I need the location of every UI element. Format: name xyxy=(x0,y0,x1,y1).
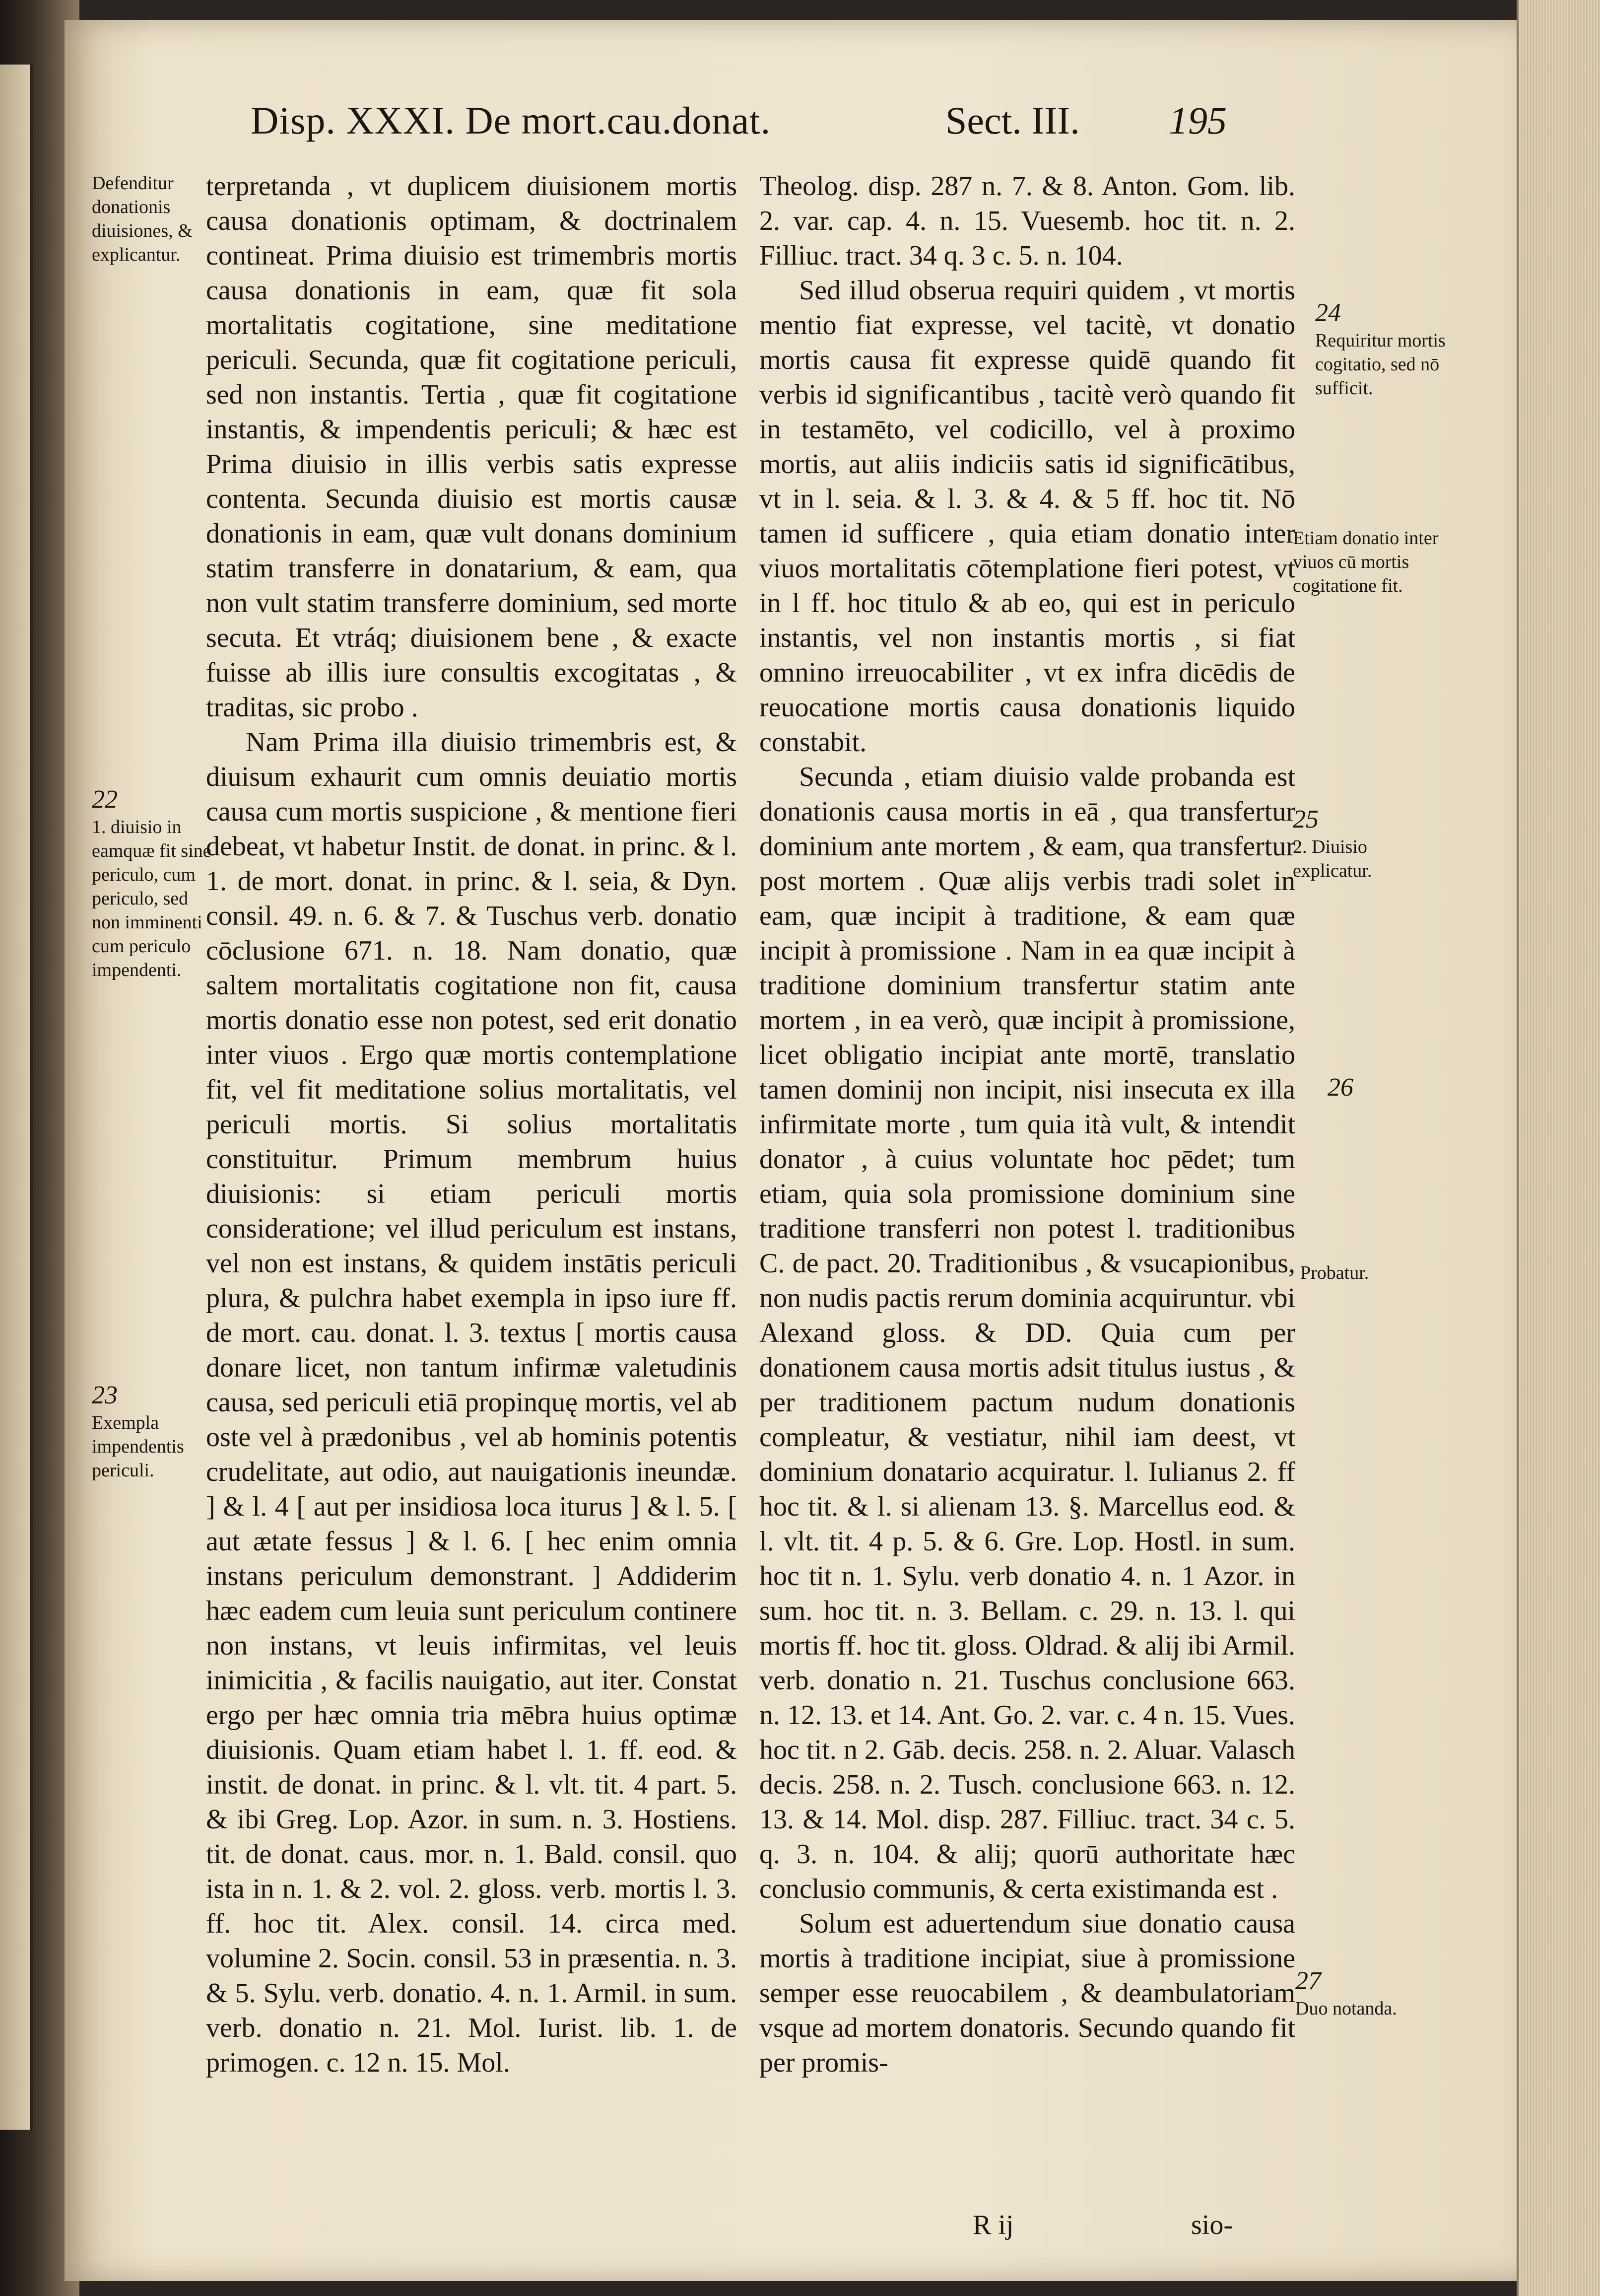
margin-note-number: 25 xyxy=(1293,805,1319,834)
signature-mark: R ij xyxy=(973,2210,1014,2240)
facing-page-edge xyxy=(0,65,33,2130)
margin-note-number: 23 xyxy=(92,1381,118,1409)
catchword: sio- xyxy=(1191,2210,1233,2240)
margin-note-text: Probatur. xyxy=(1300,1262,1369,1283)
running-head-section: Sect. III. xyxy=(945,99,1080,142)
book-page xyxy=(65,20,1519,2281)
paragraph: Sed illud obserua requiri quidem , vt mortis mentio fiat expresse, vel tacitè, vt donatio mortis causa fit expresse quidē quando fit verbis id significantibus , tacitè verò quando fit in testamēto, vel codicillo, vel à proximo mortis, aut aliis indiciis satis id significātibus, vt in l. seia. & l. 3. & 4. & 5 ff. hoc tit. Nō tamen id sufficere , quia etiam donatio inter viuos mortalitatis cōtemplatione fieri potest, vt in l ff. hoc titulo & ab eo, qui est in periculo instantis, vel non instantis mortis , si fiat omnino irreuocabiliter , vt ex infra dicēdis de reuocatione mortis causa donationis liquido constabit. xyxy=(759,275,1295,758)
margin-note-text: Etiam donatio inter viuos cū mortis cogitatione fit. xyxy=(1293,528,1439,596)
margin-note-text: Defenditur donationis diuisiones, & explicantur. xyxy=(92,173,193,265)
page-number: 195 xyxy=(1169,99,1227,142)
margin-note-number: 27 xyxy=(1295,1967,1321,1995)
margin-note-left xyxy=(92,784,216,982)
margin-note-right xyxy=(1315,298,1464,400)
margin-note-left xyxy=(92,1380,216,1482)
margin-note-text: Duo notanda. xyxy=(1295,1998,1397,2019)
margin-note-right xyxy=(1328,1072,1476,1103)
text-column-left xyxy=(206,169,737,2080)
margin-note-text: 1. diuisio in eamquæ fit sine periculo, cum periculo, sed non imminenti cum periculo impendenti. xyxy=(92,817,211,980)
margin-note-text: 2. Diuisio explicatur. xyxy=(1293,836,1372,881)
margin-note-right xyxy=(1295,1966,1444,2020)
paragraph: Secunda , etiam diuisio valde probanda est donationis causa mortis in eā , qua transfertur dominium ante mortem , & eam, qua transfertur post mortem . Quæ alijs verbis tradi solet in eam, quæ incipit à traditione, & eam quæ incipit à promissione . Nam in ea quæ incipit à traditione dominium transfertur statim ante mortem , in ea verò, quæ incipit à promissione, licet obligatio incipiat ante mortē, translatio tamen dominij non incipit, nisi insecuta ex illa infirmitate morte , tum quia ità vult, & intendit donator , à cuius voluntate hoc pēdet; tum etiam, quia sola promissione dominium sine traditione transferri non potest l. traditionibus C. de pact. 20. Traditionibus , & vsucapionibus, non nudis pactis rerum dominia acquiruntur. vbi Alexand gloss. & DD. Quia cum per donationem causa mortis adsit titulus iustus , & per traditionem pactum nudum donationis compleatur, & vestiatur, nihil iam deest, vt dominium donatario acquiratur. l. Iulianus 2. ff hoc tit. & l. si alienam 13. §. Marcellus eod. & l. vlt. tit. 4 p. 5. & 6. Gre. Lop. Hostl. in sum. hoc tit n. 1. Sylu. verb donatio 4. n. 1 Azor. in sum. hoc tit. n. 3. Bellam. c. 29. n. 13. l. qui mortis ff. hoc tit. gloss. Oldrad. & alij ibi Armil. verb. donatio n. 21. Tuschus conclusione 663. n. 12. 13. et 14. Ant. Go. 2. var. c. 4 n. 15. Vues. hoc tit. n 2. Gāb. decis. 258. n. 2. Aluar. Valasch decis. 258. n. 2. Tusch. conclusione 663. n. 12. 13. & 14. Mol. disp. 287. Filliuc. tract. 34 c. 5. q. 3. n. 104. & alij; quorū authoritate hæc conclusio communis, & certa existimanda est . xyxy=(759,762,1295,1904)
margin-note-text: Requiritur mortis cogitatio, sed nō sufficit. xyxy=(1315,330,1446,399)
margin-note-text: Exempla impendentis periculi. xyxy=(92,1412,184,1481)
running-head xyxy=(65,93,1519,158)
margin-note-right xyxy=(1293,526,1442,598)
margin-note-number: 26 xyxy=(1328,1073,1353,1102)
margin-note-number: 24 xyxy=(1315,299,1341,327)
margin-note-left xyxy=(92,171,216,267)
page-block-edges xyxy=(1517,0,1600,2296)
margin-note-right xyxy=(1300,1261,1449,1285)
paragraph: Solum est aduertendum siue donatio causa mortis à traditione incipiat, siue à promissione semper esse reuocabilem , & deambulatoriam vsque ad mortem donatoris. Secundo quando fit per promis- xyxy=(759,1908,1295,2078)
paragraph: Theolog. disp. 287 n. 7. & 8. Anton. Gom. lib. 2. var. cap. 4. n. 15. Vuesemb. hoc tit. n. 2. Filliuc. tract. 34 q. 3 c. 5. n. 104. xyxy=(759,171,1295,271)
running-head-title: Disp. XXXI. De mort.cau.donat. xyxy=(251,99,771,142)
paragraph: Nam Prima illa diuisio trimembris est, & diuisum exhaurit cum omnis deuiatio mortis causa cum mortis suspicione , & mentione fieri debeat, vt habetur Instit. de donat. in princ. & l. 1. de mort. donat. in princ. & l. seia, & Dyn. consil. 49. n. 6. & 7. & Tuschus verb. donatio cōclusione 671. n. 18. Nam donatio, quæ saltem mortalitatis cogitatione non fit, causa mortis donatio esse non potest, sed erit donatio inter viuos . Ergo quæ mortis contemplatione fit, vel fit meditatione solius mortalitatis, vel periculi mortis. Si solius mortalitatis constituitur. Primum membrum huius diuisionis: si etiam periculi mortis consideratione; vel illud periculum est instans, vel non est instans, & quidem instātis periculi plura, & pulchra habet exempla in ipso iure ff. de mort. cau. donat. l. 3. textus [ mortis causa donare licet, non tantum infirmæ valetudinis causa, sed periculi etiā propinquę mortis, vel ab oste vel à prædonibus , vel ab hominis potentis crudelitate, aut odio, aut nauigationis ineundæ. ] & l. 4 [ aut per insidiosa loca iturus ] & l. 5. [ aut ætate fessus ] & l. 6. [ hec enim omnia instans periculum demonstrant. ] Addiderim hæc eadem cum leuia sunt periculum continere non instans, vt leuis infirmitas, vel leuis inimicitia , & facilis nauigatio, aut iter. Constat ergo per hæc omnia tria mēbra huius optimæ diuisionis. Quam etiam habet l. 1. ff. eod. & instit. de donat. in princ. & l. vlt. tit. 4 part. 5. & ibi Greg. Lop. Azor. in sum. n. 3. Hostiens. tit. de donat. caus. mor. n. 1. Bald. consil. quo ista in n. 1. & 2. vol. 2. gloss. verb. mortis l. 3. ff. hoc tit. Alex. consil. 14. circa med. volumine 2. Socin. consil. 53 in præsentia. n. 3. & 5. Sylu. verb. donatio. 4. n. 1. Armil. in sum. verb. donatio n. 21. Mol. Iurist. lib. 1. de primogen. c. 12 n. 15. Mol. xyxy=(206,727,737,2078)
paragraph: terpretanda , vt duplicem diuisionem mortis causa donationis optimam, & doctrinalem contineat. Prima diuisio est trimembris mortis causa donationis in eam, quæ fit sola mortalitatis cogitatione, sine meditatione periculi. Secunda, quæ fit cogitatione periculi, sed non instantis. Tertia , quæ fit cogitatione instantis, & impendentis periculi; & hæc est Prima diuisio in illis verbis satis expresse contenta. Secunda diuisio est mortis causæ donationis in eam, quæ vult donans dominium statim transferre in donatarium, & eam, qua non vult statim transferre dominium, sed morte secuta. Et vtráq; diuisionem bene , & exacte fuisse ab illis iure consultis excogitatas , & traditas, sic probo . xyxy=(206,171,737,723)
text-column-right xyxy=(759,169,1295,2080)
margin-note-right xyxy=(1293,804,1442,883)
margin-note-number: 22 xyxy=(92,785,118,814)
